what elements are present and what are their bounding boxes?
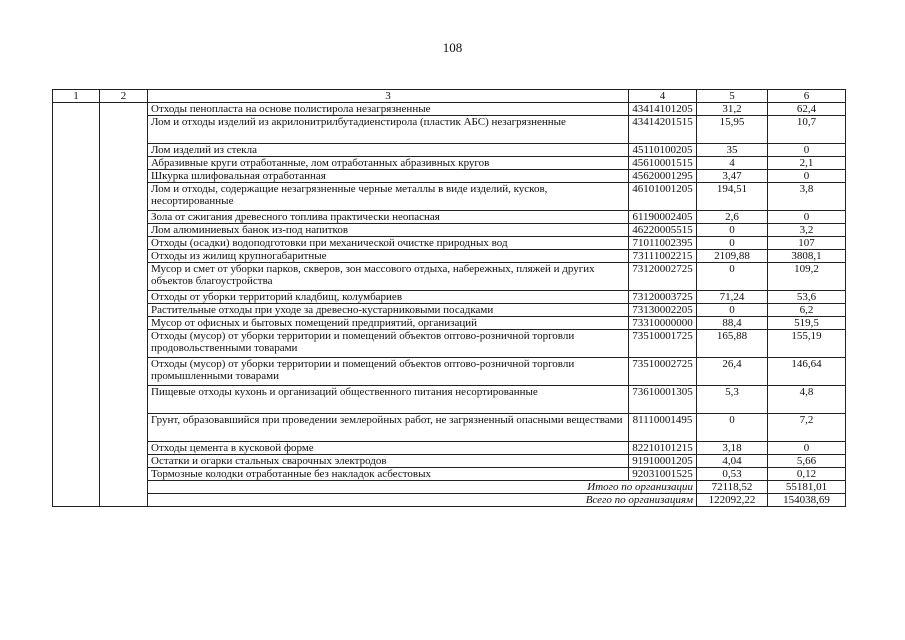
col2-cell — [100, 455, 148, 468]
header-cell-5: 5 — [697, 90, 768, 103]
col1-cell — [53, 211, 100, 224]
col1-cell — [53, 317, 100, 330]
col2-cell — [100, 442, 148, 455]
waste-code-cell: 71011002395 — [629, 237, 697, 250]
waste-name-cell: Тормозные колодки отработанные без накладок асбестовых — [148, 468, 629, 481]
value5-cell: 31,2 — [697, 103, 768, 116]
table-row — [53, 330, 846, 358]
col2-cell — [100, 250, 148, 263]
waste-name-cell: Мусор и смет от уборки парков, скверов, зон массового отдыха, набережных, пляжей и других объектов благоустройства — [148, 263, 629, 291]
waste-code-cell: 73130002205 — [629, 304, 697, 317]
waste-code-cell: 45110100205 — [629, 144, 697, 157]
waste-name-cell: Отходы (мусор) от уборки территории и помещений объектов оптово-розничной торговли промышленными товарами — [148, 358, 629, 386]
value5-cell: 71,24 — [697, 291, 768, 304]
table-row — [53, 237, 846, 250]
table-row — [53, 386, 846, 414]
col2-cell — [100, 263, 148, 291]
header-cell-1: 1 — [53, 90, 100, 103]
col2-cell — [100, 170, 148, 183]
value6-cell: 0 — [768, 211, 846, 224]
col1-cell — [53, 144, 100, 157]
value5-cell: 194,51 — [697, 183, 768, 211]
table-row — [53, 170, 846, 183]
waste-name-cell: Зола от сжигания древесного топлива практически неопасная — [148, 211, 629, 224]
col2-cell — [100, 183, 148, 211]
col1-cell — [53, 116, 100, 144]
value5-cell: 26,4 — [697, 358, 768, 386]
waste-code-cell: 45620001295 — [629, 170, 697, 183]
value5-cell: 0 — [697, 414, 768, 442]
waste-name-cell: Пищевые отходы кухонь и организаций общественного питания несортированные — [148, 386, 629, 414]
col2-cell — [100, 414, 148, 442]
value6-cell: 5,66 — [768, 455, 846, 468]
value5-cell: 0,53 — [697, 468, 768, 481]
col2-cell — [100, 304, 148, 317]
header-cell-3: 3 — [148, 90, 629, 103]
col1-cell — [53, 263, 100, 291]
waste-code-cell: 91910001205 — [629, 455, 697, 468]
waste-code-cell: 73610001305 — [629, 386, 697, 414]
total-value6: 154038,69 — [768, 494, 846, 507]
col2-cell — [100, 224, 148, 237]
value5-cell: 3,18 — [697, 442, 768, 455]
waste-name-cell: Мусор от офисных и бытовых помещений предприятий, организаций — [148, 317, 629, 330]
waste-code-cell: 82210101215 — [629, 442, 697, 455]
col2-cell — [100, 494, 148, 507]
header-cell-6: 6 — [768, 90, 846, 103]
waste-code-cell: 92031001525 — [629, 468, 697, 481]
value5-cell: 0 — [697, 237, 768, 250]
waste-name-cell: Лом и отходы, содержащие незагрязненные черные металлы в виде изделий, кусков, несортированные — [148, 183, 629, 211]
table-row — [53, 304, 846, 317]
col1-cell — [53, 183, 100, 211]
value5-cell: 4,04 — [697, 455, 768, 468]
col1-cell — [53, 358, 100, 386]
waste-name-cell: Растительные отходы при уходе за древесно-кустарниковыми посадками — [148, 304, 629, 317]
col1-cell — [53, 330, 100, 358]
value5-cell: 3,47 — [697, 170, 768, 183]
waste-code-cell: 43414201515 — [629, 116, 697, 144]
col2-cell — [100, 103, 148, 116]
waste-name-cell: Отходы пенопласта на основе полистирола незагрязненные — [148, 103, 629, 116]
col2-cell — [100, 291, 148, 304]
waste-code-cell: 46101001205 — [629, 183, 697, 211]
value5-cell: 4 — [697, 157, 768, 170]
waste-code-cell: 45610001515 — [629, 157, 697, 170]
waste-name-cell: Остатки и огарки стальных сварочных электродов — [148, 455, 629, 468]
value6-cell: 146,64 — [768, 358, 846, 386]
total-value6: 55181,01 — [768, 481, 846, 494]
value6-cell: 3,2 — [768, 224, 846, 237]
total-value5: 72118,52 — [697, 481, 768, 494]
waste-code-cell: 73310000000 — [629, 317, 697, 330]
waste-code-cell: 73111002215 — [629, 250, 697, 263]
col1-cell — [53, 455, 100, 468]
waste-code-cell: 73510002725 — [629, 358, 697, 386]
col1-cell — [53, 494, 100, 507]
value5-cell: 2109,88 — [697, 250, 768, 263]
value5-cell: 35 — [697, 144, 768, 157]
total-label: Итого по организации — [148, 481, 697, 494]
waste-name-cell: Лом и отходы изделий из акрилонитрилбутадиенстирола (пластик АБС) незагрязненные — [148, 116, 629, 144]
value5-cell: 0 — [697, 224, 768, 237]
value6-cell: 10,7 — [768, 116, 846, 144]
col2-cell — [100, 358, 148, 386]
col2-cell — [100, 330, 148, 358]
col2-cell — [100, 386, 148, 414]
waste-code-cell: 46220005515 — [629, 224, 697, 237]
col1-cell — [53, 414, 100, 442]
value6-cell: 519,5 — [768, 317, 846, 330]
table-row — [53, 144, 846, 157]
col1-cell — [53, 237, 100, 250]
value6-cell: 3,8 — [768, 183, 846, 211]
table-row — [53, 414, 846, 442]
value5-cell: 165,88 — [697, 330, 768, 358]
waste-name-cell: Отходы (осадки) водоподготовки при механической очистке природных вод — [148, 237, 629, 250]
col1-cell — [53, 103, 100, 116]
table-row — [53, 358, 846, 386]
waste-code-cell: 43414101205 — [629, 103, 697, 116]
col2-cell — [100, 468, 148, 481]
waste-name-cell: Лом алюминиевых банок из-под напитков — [148, 224, 629, 237]
col2-cell — [100, 144, 148, 157]
value6-cell: 155,19 — [768, 330, 846, 358]
table-row — [53, 250, 846, 263]
value6-cell: 0,12 — [768, 468, 846, 481]
col2-cell — [100, 317, 148, 330]
table-row — [53, 224, 846, 237]
table-row — [53, 442, 846, 455]
waste-code-cell: 73510001725 — [629, 330, 697, 358]
col2-cell — [100, 116, 148, 144]
table-row — [53, 455, 846, 468]
total-org-row — [53, 481, 846, 494]
col1-cell — [53, 250, 100, 263]
col1-cell — [53, 224, 100, 237]
value6-cell: 4,8 — [768, 386, 846, 414]
waste-code-cell: 73120002725 — [629, 263, 697, 291]
col2-cell — [100, 157, 148, 170]
value5-cell: 5,3 — [697, 386, 768, 414]
waste-name-cell: Отходы цемента в кусковой форме — [148, 442, 629, 455]
table-row — [53, 317, 846, 330]
table-row — [53, 263, 846, 291]
value5-cell: 88,4 — [697, 317, 768, 330]
value6-cell: 107 — [768, 237, 846, 250]
waste-code-cell: 61190002405 — [629, 211, 697, 224]
table-row — [53, 211, 846, 224]
total-all-row — [53, 494, 846, 507]
waste-name-cell: Отходы от уборки территорий кладбищ, колумбариев — [148, 291, 629, 304]
waste-code-cell: 81110001495 — [629, 414, 697, 442]
value5-cell: 15,95 — [697, 116, 768, 144]
value6-cell: 2,1 — [768, 157, 846, 170]
value5-cell: 0 — [697, 304, 768, 317]
col2-cell — [100, 237, 148, 250]
value6-cell: 0 — [768, 170, 846, 183]
value6-cell: 53,6 — [768, 291, 846, 304]
col1-cell — [53, 481, 100, 494]
value6-cell: 62,4 — [768, 103, 846, 116]
total-value5: 122092,22 — [697, 494, 768, 507]
waste-name-cell: Грунт, образовавшийся при проведении землеройных работ, не загрязненный опасными веществами — [148, 414, 629, 442]
value6-cell: 6,2 — [768, 304, 846, 317]
waste-name-cell: Отходы из жилищ крупногабаритные — [148, 250, 629, 263]
waste-name-cell: Отходы (мусор) от уборки территории и помещений объектов оптово-розничной торговли продовольственными товарами — [148, 330, 629, 358]
col2-cell — [100, 481, 148, 494]
table-row — [53, 157, 846, 170]
page-number: 108 — [442, 40, 463, 55]
col2-cell — [100, 211, 148, 224]
value6-cell: 0 — [768, 442, 846, 455]
waste-name-cell: Абразивные круги отработанные, лом отработанных абразивных кругов — [148, 157, 629, 170]
total-label: Всего по организациям — [148, 494, 697, 507]
table-row — [53, 116, 846, 144]
value6-cell: 0 — [768, 144, 846, 157]
header-cell-4: 4 — [629, 90, 697, 103]
header-row — [53, 90, 846, 103]
value6-cell: 109,2 — [768, 263, 846, 291]
header-cell-2: 2 — [100, 90, 148, 103]
col1-cell — [53, 291, 100, 304]
waste-name-cell: Шкурка шлифовальная отработанная — [148, 170, 629, 183]
value5-cell: 0 — [697, 263, 768, 291]
col1-cell — [53, 442, 100, 455]
waste-table — [52, 89, 846, 507]
col1-cell — [53, 386, 100, 414]
waste-code-cell: 73120003725 — [629, 291, 697, 304]
waste-name-cell: Лом изделий из стекла — [148, 144, 629, 157]
col1-cell — [53, 468, 100, 481]
value6-cell: 3808,1 — [768, 250, 846, 263]
col1-cell — [53, 157, 100, 170]
table-row — [53, 103, 846, 116]
table-row — [53, 183, 846, 211]
value5-cell: 2,6 — [697, 211, 768, 224]
table-row — [53, 468, 846, 481]
table-row — [53, 291, 846, 304]
value6-cell: 7,2 — [768, 414, 846, 442]
col1-cell — [53, 170, 100, 183]
col1-cell — [53, 304, 100, 317]
